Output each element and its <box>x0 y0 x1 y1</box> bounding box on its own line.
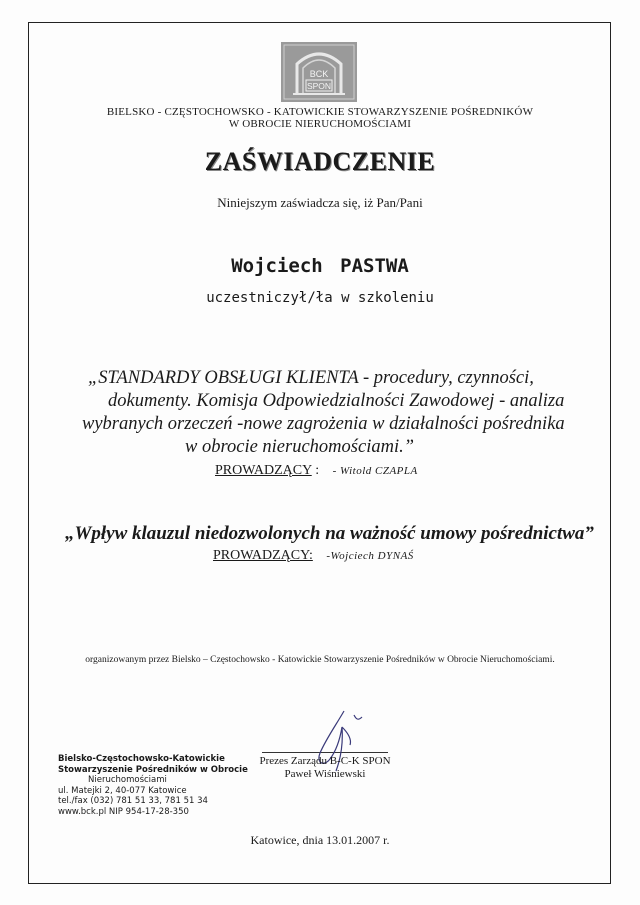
course1-leader-name: - Witold CZAPLA <box>332 465 418 477</box>
course1-leader <box>215 463 418 479</box>
participant-name: Wojciech PASTWA <box>231 255 409 277</box>
course1-leader-sep: : <box>315 463 320 478</box>
place-and-date: Katowice, dnia 13.01.2007 r. <box>250 833 390 847</box>
contact-line: Bielsko-Częstochowsko-Katowickie <box>58 754 225 764</box>
course1-line-1: „STANDARDY OBSŁUGI KLIENTA - procedury, czynności, <box>88 368 534 388</box>
certificate-title: ZAŚWIADCZENIE <box>204 147 436 176</box>
signatory-block <box>255 755 395 781</box>
course2-leader-name: -Wojciech DYNAŚ <box>326 550 414 562</box>
contact-line: tel./fax (032) 781 51 33, 781 51 34 <box>58 796 208 806</box>
course2-title: „Wpływ klauzul niedozwolonych na ważność umowy pośrednictwa” <box>65 523 594 544</box>
participated-text: uczestniczył/ła w szkoleniu <box>206 290 434 306</box>
organization-line-1: BIELSKO - CZĘSTOCHOWSKO - KATOWICKIE STOWARZYSZENIE POŚREDNIKÓW <box>106 106 534 118</box>
course1-line-4: w obrocie nieruchomościami.” <box>185 437 415 457</box>
intro-text: Niniejszym zaświadcza się, iż Pan/Pani <box>217 195 423 210</box>
contact-line: ul. Matejki 2, 40-077 Katowice <box>58 785 187 796</box>
course2-leader <box>213 548 414 564</box>
contact-line: www.bck.pl NIP 954-17-28-350 <box>58 806 189 817</box>
course2-leader-label: PROWADZĄCY: <box>213 548 313 563</box>
contact-line: Stowarzyszenie Pośredników w Obrocie <box>58 764 248 775</box>
bck-spon-logo-icon <box>281 42 357 102</box>
signatory-name: Paweł Wiśniewski <box>284 768 366 780</box>
organized-by-text: organizowanym przez Bielsko – Częstochowsko - Katowickie Stowarzyszenie Pośredników w Obrocie Nieruchomościami. <box>85 655 555 665</box>
course1-leader-label: PROWADZĄCY <box>215 463 312 478</box>
signatory-role: Prezes Zarządu B-C-K SPON <box>259 755 391 767</box>
logo-text-top: BCK <box>309 69 329 79</box>
logo-text-bottom: SPON <box>306 81 332 91</box>
course1-line-2: dokumenty. Komisja Odpowiedzialności Zawodowej - analiza <box>108 391 565 411</box>
contact-block <box>58 754 248 817</box>
course1-line-3: wybranych orzeczeń -nowe zagrożenia w działalności pośrednika <box>82 414 565 434</box>
organization-line-2: W OBROCIE NIERUCHOMOŚCIAMI <box>228 118 412 130</box>
contact-line: Nieruchomościami <box>88 775 167 785</box>
